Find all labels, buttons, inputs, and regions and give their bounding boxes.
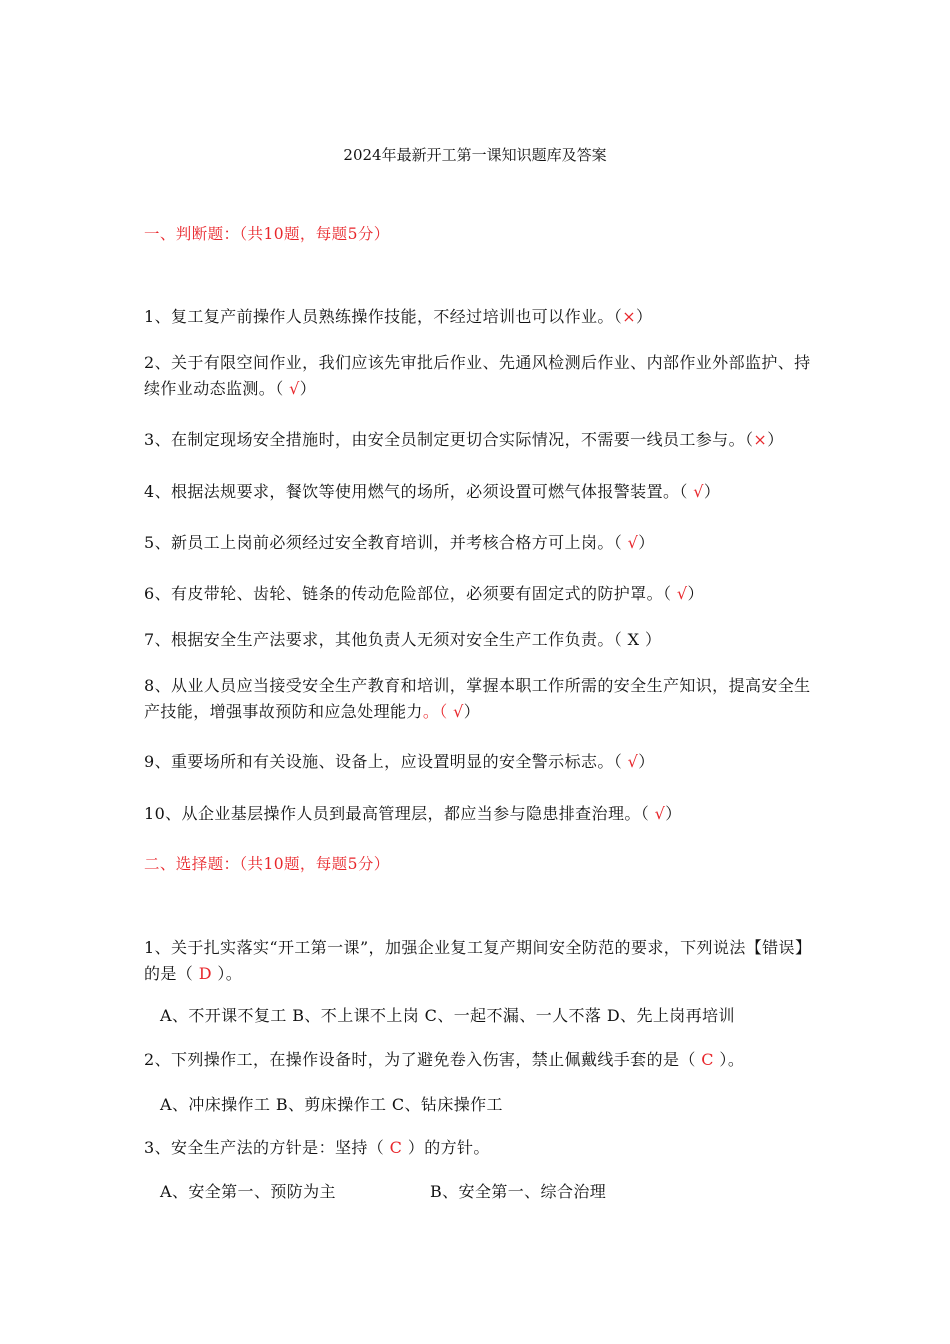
answer-mark: D [198, 964, 212, 983]
answer-mark: √ [693, 482, 704, 501]
judge-question-5 [144, 530, 814, 556]
choice-question-2 [144, 1047, 814, 1073]
question-close: ） [767, 430, 784, 449]
judge-question-9 [144, 749, 814, 775]
choice-option-3b: B、安全第一、综合治理 [430, 1182, 607, 1201]
answer-mark: × [753, 430, 768, 449]
question-text: 4、根据法规要求，餐饮等使用燃气的场所，必须设置可燃气体报警装置。（ [144, 482, 694, 501]
choice-question-3 [144, 1135, 814, 1161]
judge-question-4 [144, 479, 814, 505]
answer-mark: √ [676, 584, 688, 603]
question-close: ）的方针。 [402, 1138, 490, 1157]
question-close: ） [636, 307, 653, 326]
question-text: 6、有皮带轮、齿轮、链条的传动危险部位，必须要有固定式的防护罩。（ [144, 584, 677, 603]
question-close: ） [703, 482, 721, 501]
choice-options-1: A、不开课不复工 B、不上课不上岗 C、一起不漏、一人不落 D、先上岗再培训 [160, 1006, 735, 1025]
answer-mark: √ [627, 752, 639, 771]
question-close: ）。 [713, 1050, 745, 1069]
question-text: 2、下列操作工，在操作设备时，为了避免卷入伤害，禁止佩戴线手套的是（ [144, 1050, 702, 1069]
question-text: 7、根据安全生产法要求，其他负责人无须对安全生产工作负责。（ X ） [144, 630, 662, 649]
question-text: 8、从业人员应当接受安全生产教育和培训，掌握本职工作所需的安全生产知识，提高安全生产技能，增强事故预防和应急处理能力 [144, 676, 811, 721]
question-text: 10、从企业基层操作人员到最高管理层，都应当参与隐患排查治理。（ [144, 804, 655, 823]
question-text: 9、重要场所和有关设施、设备上，应设置明显的安全警示标志。（ [144, 752, 628, 771]
question-text: 2、关于有限空间作业，我们应该先审批后作业、先通风检测后作业、内部作业外部监护、持续作业动态监测。（ [144, 353, 811, 398]
question-text: 1、复工复产前操作人员熟练操作技能，不经过培训也可以作业。（ [144, 307, 623, 326]
question-text: 5、新员工上岗前必须经过安全教育培训，并考核合格方可上岗。（ [144, 533, 628, 552]
choice-options-2: A、冲床操作工 B、剪床操作工 C、钻床操作工 [160, 1095, 503, 1114]
judge-question-10 [144, 801, 814, 827]
answer-mark: C [701, 1050, 714, 1069]
answer-mark: C [389, 1138, 403, 1157]
document-title: 2024年最新开工第一课知识题库及答案 [343, 146, 607, 164]
section-heading-judge: 一、判断题：（共10题，每题5分） [144, 225, 390, 243]
question-close: ） [463, 702, 481, 721]
answer-mark: √ [627, 533, 639, 552]
question-text: 1、关于扎实落实“开工第一课”，加强企业复工复产期间安全防范的要求，下列说法【错误】的是（ [144, 938, 812, 983]
section-heading-choice: 二、选择题：（共10题，每题5分） [144, 855, 390, 873]
question-close: ） [299, 379, 317, 398]
question-text: 3、在制定现场安全措施时，由安全员制定更切合实际情况，不需要一线员工参与。（ [144, 430, 754, 449]
answer-mark: √ [654, 804, 666, 823]
judge-question-6 [144, 581, 814, 607]
judge-question-3 [144, 427, 814, 453]
question-close: ） [665, 804, 682, 823]
question-text: 3、安全生产法的方针是：坚持（ [144, 1138, 390, 1157]
question-close: ） [638, 533, 655, 552]
question-close: ） [638, 752, 655, 771]
judge-question-2 [144, 350, 814, 402]
choice-option-3a: A、安全第一、预防为主 [160, 1182, 336, 1201]
answer-mark: 。（ √ [422, 702, 464, 721]
judge-question-7 [144, 627, 814, 653]
answer-mark: × [622, 307, 636, 326]
question-close: ）。 [211, 964, 243, 983]
choice-question-1 [144, 935, 814, 987]
judge-question-8 [144, 673, 814, 725]
answer-mark: √ [289, 379, 300, 398]
judge-question-1 [144, 304, 814, 330]
question-close: ） [687, 584, 704, 603]
